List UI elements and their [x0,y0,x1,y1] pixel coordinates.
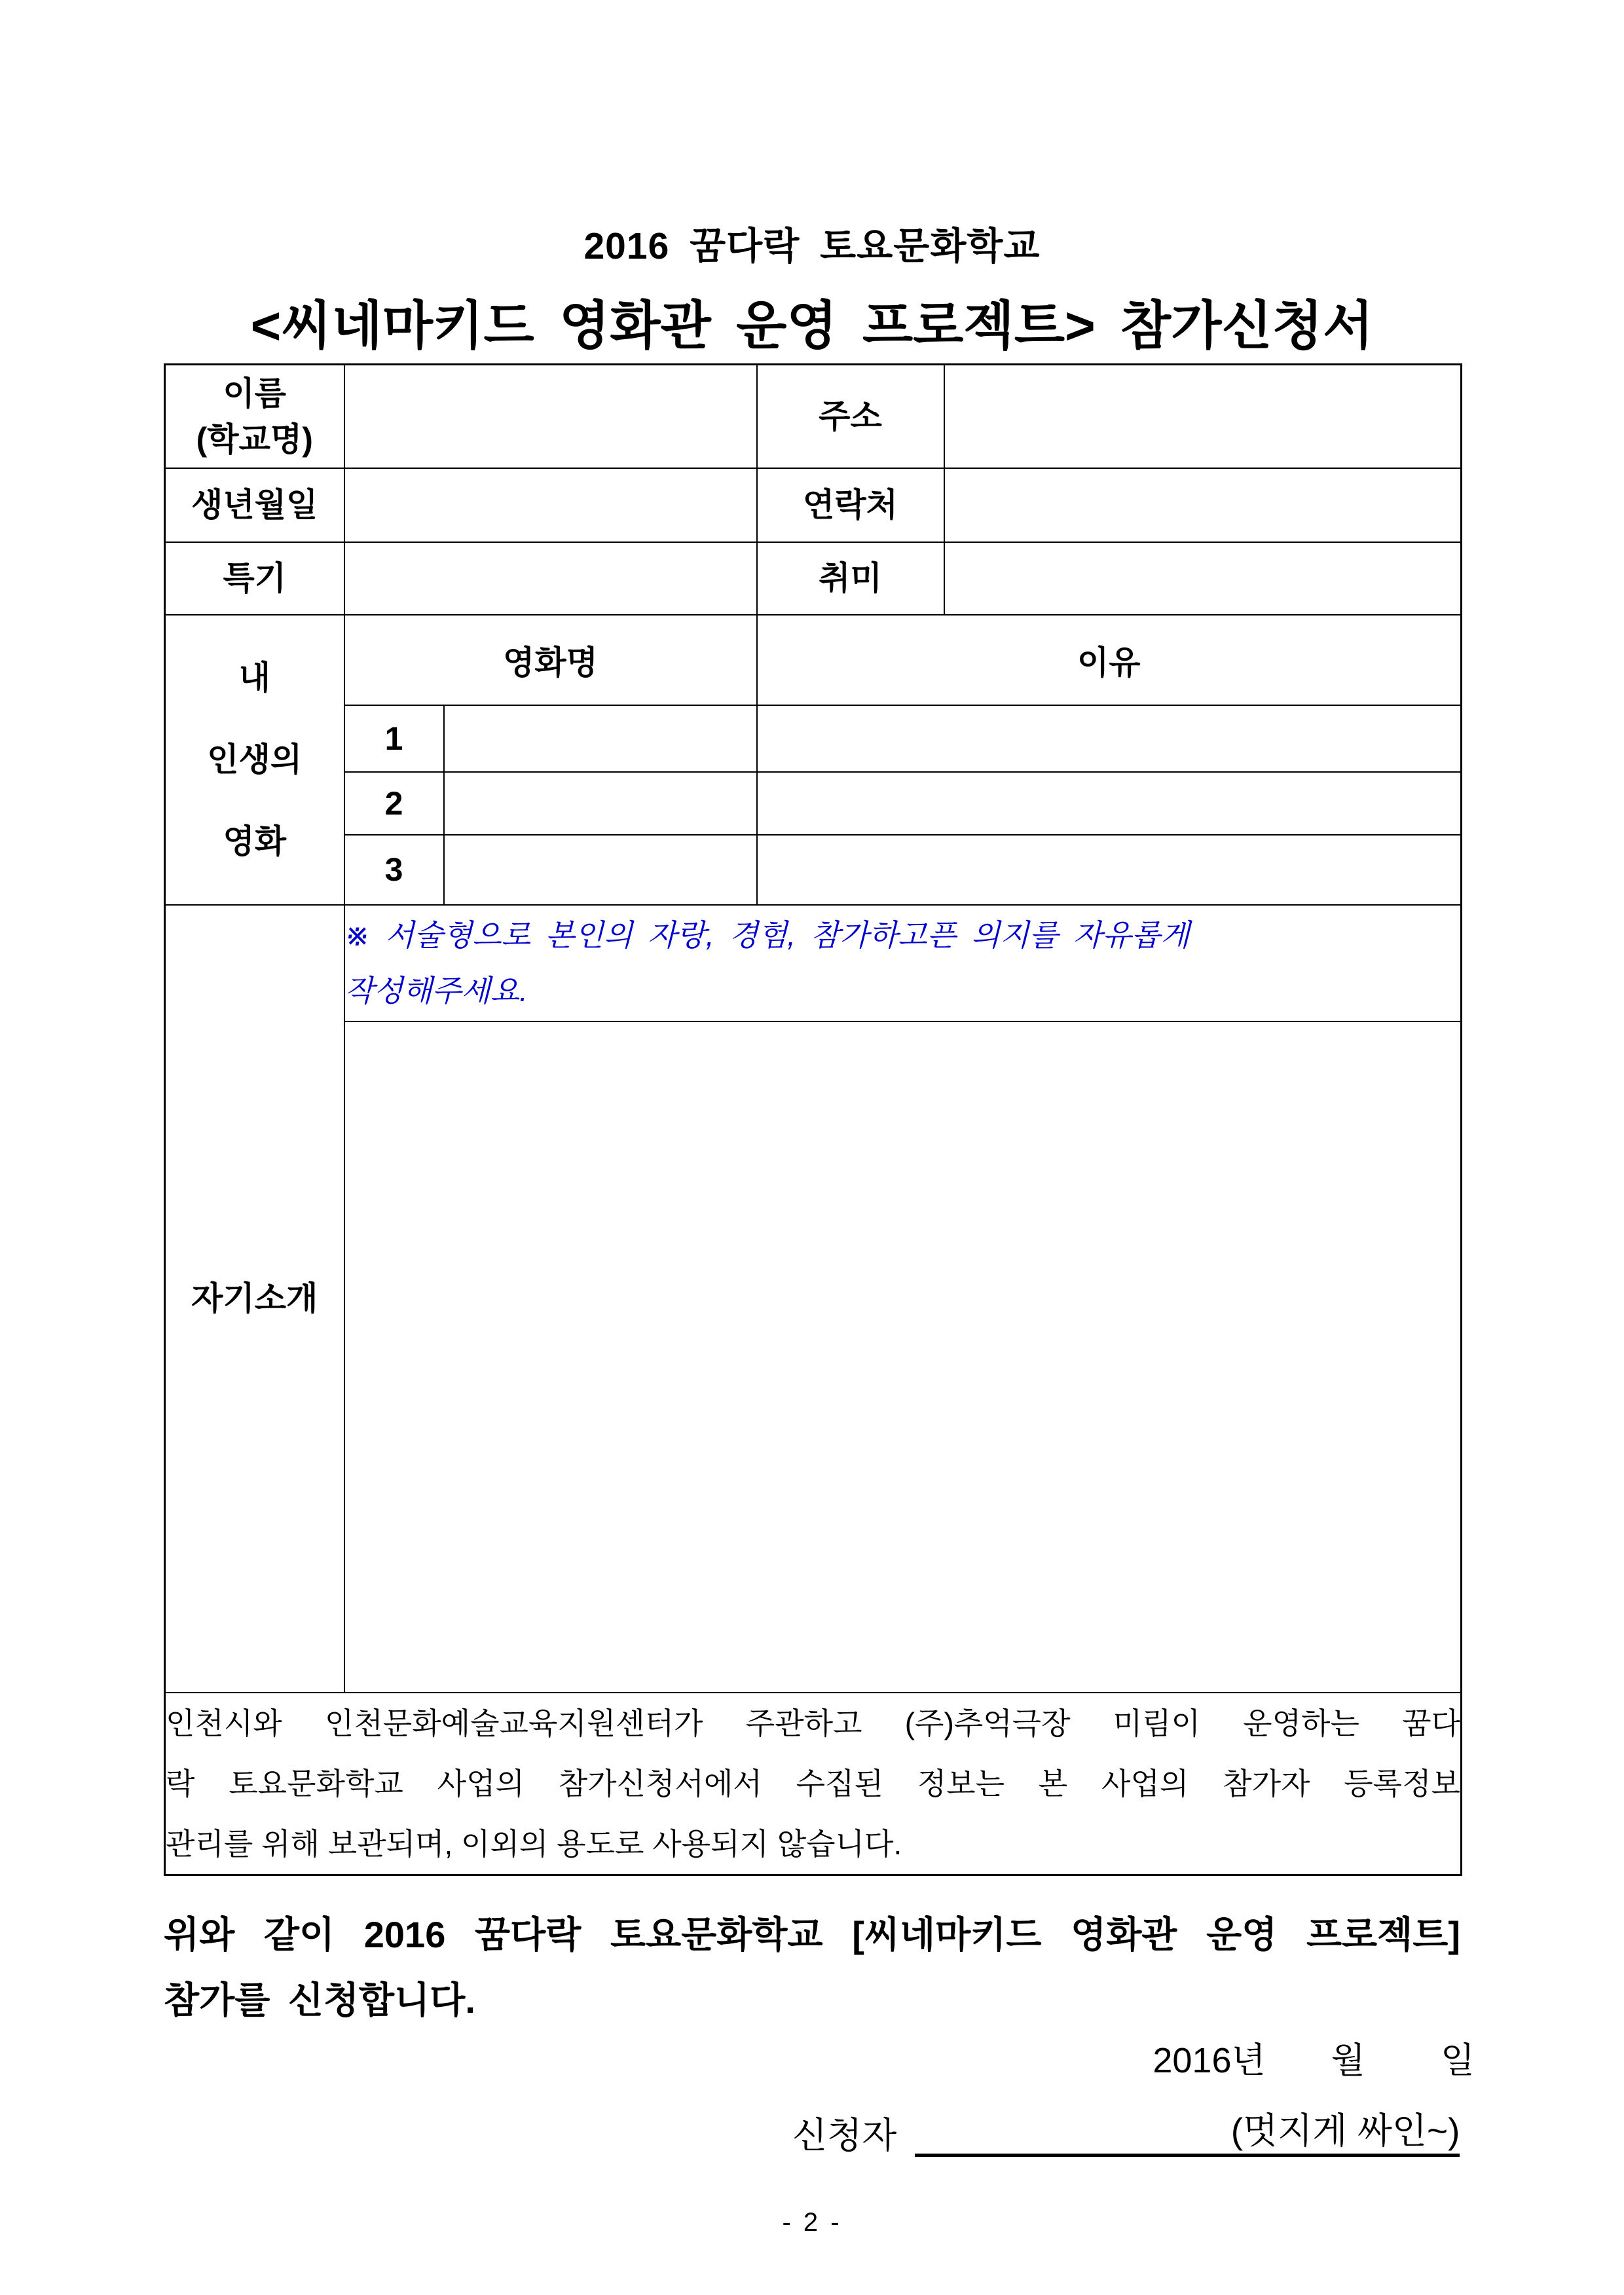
contact-input-cell[interactable] [944,468,1462,542]
applicant-label: 신청자 [792,2114,897,2156]
page-number: - 2 - [782,2207,842,2237]
privacy-line3: 관리를 위해 보관되며, 이외의 용도로 사용되지 않습니다. [166,1826,902,1861]
statement-line2: 참가를 신청합니다. [164,1979,475,2021]
movie-row-3-number: 3 [344,835,444,905]
self-intro-input-cell[interactable] [344,1021,1462,1693]
reason-header: 이유 [757,615,1462,705]
movie-row-1-reason-input-cell[interactable] [757,705,1462,772]
name-label [165,365,344,468]
movie-row-1-name-input-cell[interactable] [444,705,757,772]
movie-row-2 [165,772,1462,835]
birthdate-input-cell[interactable] [344,468,757,542]
statement-line1: 위와 같이 2016 꿈다락 토요문화학교 [씨네마키드 영화관 운영 프로젝트] [164,1913,1460,1955]
name-label-line2: (학교명) [196,420,313,458]
page-title: 2016 꿈다락 토요문화학교 [583,225,1041,267]
form-title: <씨네마키드 영화관 운영 프로젝트> 참가신청서 [250,297,1374,355]
specialty-input-cell[interactable] [344,542,757,615]
application-statement [164,1902,1460,2033]
movie-name-header: 영화명 [344,615,757,705]
self-intro-note-line1: ※ 서술형으로 본인의 자랑, 경험, 참가하고픈 의지를 자유롭게 [344,917,1190,952]
address-label: 주소 [757,365,944,468]
movie-row-1-number: 1 [344,705,444,772]
date-day: 일 [1440,2040,1475,2080]
my-life-movies-label-line2: 인생의 [207,741,303,778]
signature-line [164,2109,1460,2157]
sign-hint: (멋지게 싸인~) [1230,2110,1460,2151]
self-intro-note-line2: 작성해주세요. [344,973,528,1008]
movie-row-3-reason-input-cell[interactable] [757,835,1462,905]
self-intro-note [344,905,1462,1021]
birthdate-label: 생년월일 [165,468,344,542]
specialty-label: 특기 [165,542,344,615]
date-line [164,2040,1475,2082]
privacy-line2: 락 토요문화학교 사업의 참가신청서에서 수집된 정보는 본 사업의 참가자 등록정보 [166,1766,1460,1801]
hobby-input-cell[interactable] [944,542,1462,615]
name-label-line1: 이름 [223,375,287,412]
contact-label: 연락처 [757,468,944,542]
date-month: 월 [1331,2040,1365,2080]
privacy-line1: 인천시와 인천문화예술교육지원센터가 주관하고 (주)추억극장 미림이 운영하는 꿈다 [166,1706,1460,1740]
address-input-cell[interactable] [944,365,1462,468]
movie-row-3 [165,835,1462,905]
my-life-movies-label [165,615,344,905]
privacy-notice [165,1693,1462,1875]
my-life-movies-label-line1: 내 [238,659,270,696]
application-form-table [164,363,1462,1876]
self-intro-label: 자기소개 [165,905,344,1693]
movie-row-2-reason-input-cell[interactable] [757,772,1462,835]
name-input-cell[interactable] [344,365,757,468]
movie-row-1 [165,705,1462,772]
movie-row-2-name-input-cell[interactable] [444,772,757,835]
date-year: 2016년 [1153,2040,1266,2080]
hobby-label: 취미 [757,542,944,615]
signature-input-line[interactable] [915,2109,1460,2157]
movie-row-3-name-input-cell[interactable] [444,835,757,905]
my-life-movies-label-line3: 영화 [223,822,287,860]
movie-row-2-number: 2 [344,772,444,835]
